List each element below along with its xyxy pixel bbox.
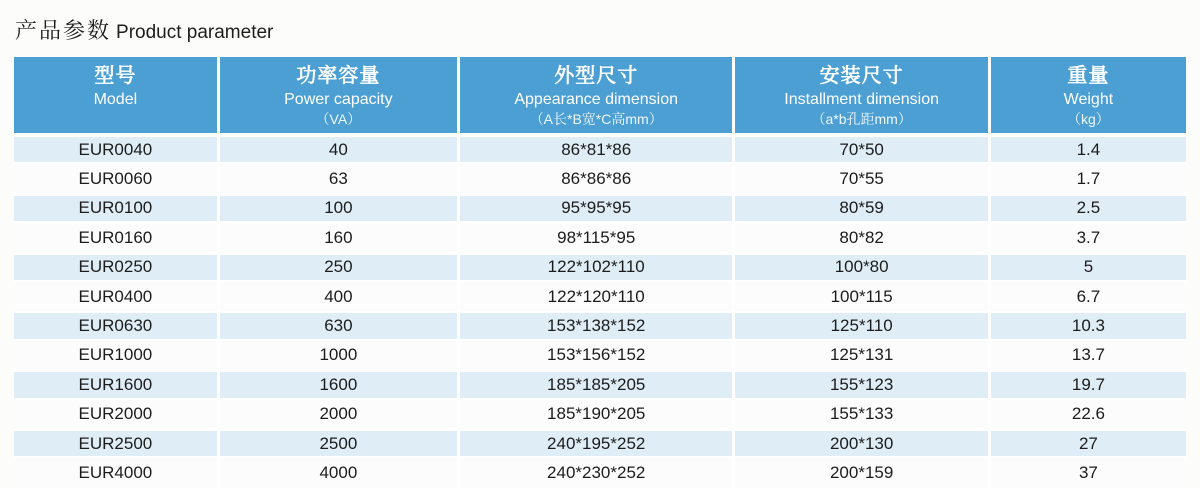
table-cell: 37 [988, 458, 1186, 487]
table-row [14, 135, 1186, 164]
table-cell: EUR0060 [78, 169, 153, 189]
table-cell: 70*55 [732, 164, 987, 193]
column-header-chinese: 型号 [94, 65, 137, 87]
table-cell: 95*95*95 [457, 196, 732, 221]
page-title-chinese: 产品参数 [15, 18, 112, 43]
column-header-english: Model [93, 91, 138, 108]
table-cell: 98*115*95 [457, 223, 732, 252]
table-row [14, 194, 1186, 223]
table-cell: 86*86*86 [457, 164, 732, 193]
table-cell: EUR2000 [78, 404, 153, 424]
column-header-unit: （VA） [315, 111, 362, 127]
product-parameter-table [14, 57, 1186, 488]
table-cell: 122*102*110 [457, 255, 732, 280]
table-cell: 200*130 [732, 431, 987, 456]
table-row [14, 400, 1186, 429]
table-row [14, 341, 1186, 370]
table-cell: EUR4000 [78, 462, 153, 482]
table-cell: 155*123 [732, 372, 987, 397]
table-header-row [14, 57, 1186, 135]
table-cell: 27 [988, 431, 1186, 456]
table-cell: 1.7 [988, 164, 1186, 193]
table-cell: EUR0100 [78, 198, 153, 218]
table-cell: EUR0040 [78, 139, 153, 159]
table-cell: 5 [988, 255, 1186, 280]
table-cell: 1.4 [988, 137, 1186, 162]
table-cell: 63 [217, 164, 457, 193]
column-header-english: Installment dimension [784, 91, 940, 108]
table-cell: 86*81*86 [457, 137, 732, 162]
table-row [14, 458, 1186, 487]
table-cell: 250 [217, 255, 457, 280]
column-header [988, 57, 1186, 133]
table-cell: 122*120*110 [457, 282, 732, 311]
table-cell: 2.5 [988, 196, 1186, 221]
table-cell: 3.7 [988, 223, 1186, 252]
table-row [14, 370, 1186, 399]
table-cell: 1000 [217, 341, 457, 370]
column-header-unit: （kg） [1067, 111, 1110, 127]
column-header-chinese: 安装尺寸 [819, 65, 904, 87]
column-header-english: Appearance dimension [514, 91, 679, 108]
table-row [14, 429, 1186, 458]
column-header-unit: （a*b孔距mm） [811, 111, 912, 127]
page-title-english: Product parameter [116, 22, 274, 43]
column-header [217, 57, 457, 133]
column-header-chinese: 功率容量 [296, 65, 381, 87]
table-cell: EUR0160 [78, 227, 153, 247]
table-cell: EUR1600 [78, 374, 153, 394]
column-header [14, 57, 217, 133]
table-cell: EUR0400 [78, 286, 153, 306]
table-body [14, 135, 1186, 488]
table-cell: 160 [217, 223, 457, 252]
table-cell: 100 [217, 196, 457, 221]
table-cell: 10.3 [988, 313, 1186, 338]
table-cell: 200*159 [732, 458, 987, 487]
table-cell: EUR0250 [78, 257, 153, 277]
column-header-unit: （A长*B宽*C高mm） [529, 111, 663, 127]
table-cell: 2500 [217, 431, 457, 456]
table-cell: 70*50 [732, 137, 987, 162]
table-cell: 630 [217, 313, 457, 338]
table-row [14, 282, 1186, 311]
table-cell: 13.7 [988, 341, 1186, 370]
table-cell: 40 [217, 137, 457, 162]
table-cell: EUR2500 [78, 433, 153, 453]
table-cell: 153*138*152 [457, 313, 732, 338]
column-header-chinese: 重量 [1067, 65, 1110, 87]
column-header-english: Weight [1063, 91, 1114, 108]
table-cell: 2000 [217, 400, 457, 429]
table-cell: 125*110 [732, 313, 987, 338]
table-cell: 153*156*152 [457, 341, 732, 370]
column-header-english: Power capacity [284, 91, 393, 108]
table-cell: EUR1000 [78, 345, 153, 365]
table-row [14, 253, 1186, 282]
table-cell: 80*82 [732, 223, 987, 252]
table-cell: 80*59 [732, 196, 987, 221]
table-cell: 125*131 [732, 341, 987, 370]
table-cell: 1600 [217, 372, 457, 397]
table-row [14, 164, 1186, 193]
table-cell: 185*185*205 [457, 372, 732, 397]
table-cell: 240*230*252 [457, 458, 732, 487]
table-cell: 6.7 [988, 282, 1186, 311]
table-cell: 100*115 [732, 282, 987, 311]
table-cell: 185*190*205 [457, 400, 732, 429]
table-cell: 4000 [217, 458, 457, 487]
table-cell: 100*80 [732, 255, 987, 280]
table-row [14, 223, 1186, 252]
table-cell: 400 [217, 282, 457, 311]
table-cell: 22.6 [988, 400, 1186, 429]
column-header [457, 57, 732, 133]
table-row [14, 311, 1186, 340]
table-cell: 19.7 [988, 372, 1186, 397]
column-header [732, 57, 987, 133]
table-cell: 155*133 [732, 400, 987, 429]
table-cell: EUR0630 [78, 316, 153, 336]
table-cell: 240*195*252 [457, 431, 732, 456]
column-header-chinese: 外型尺寸 [554, 65, 639, 87]
page-title [0, 0, 1200, 57]
